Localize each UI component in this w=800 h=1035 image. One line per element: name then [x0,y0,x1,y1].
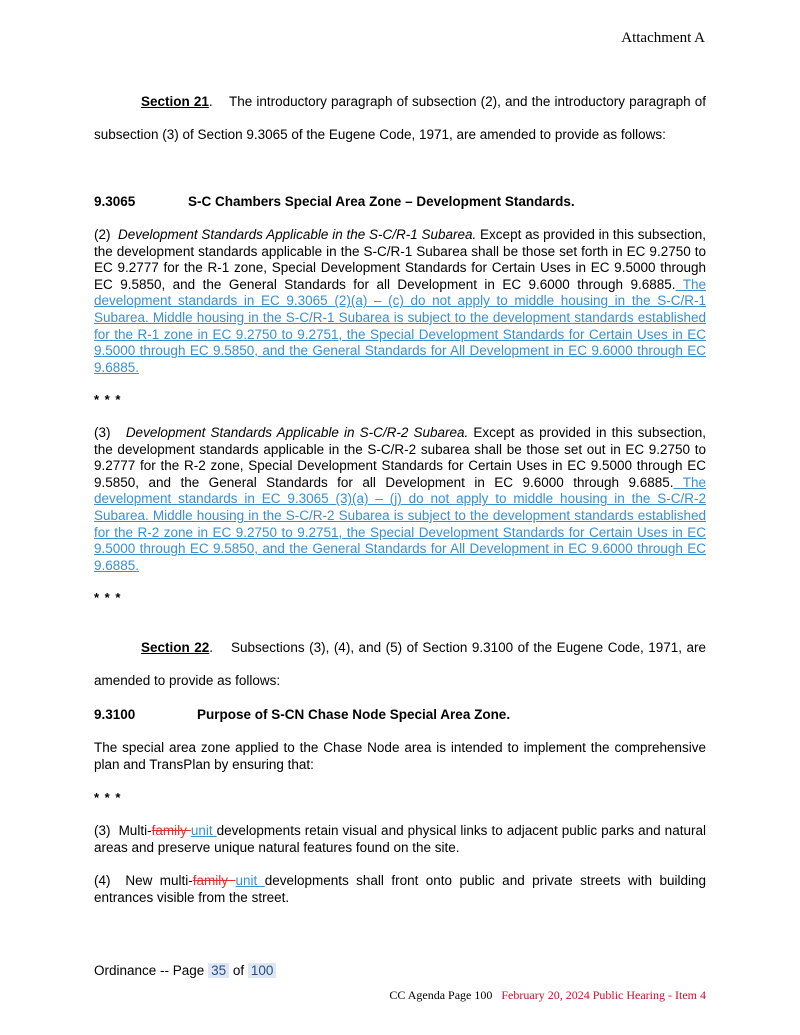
item-4-prefix: New multi- [125,873,193,888]
section-22-text: Subsections (3), (4), and (5) of Section 9.3100 of the Eugene Code, 1971, are amended to provide as follows: [94,640,706,688]
section-21-paragraph [94,86,706,151]
hearing-label: February 20, 2024 Public Hearing - Item 4 [501,988,706,1002]
item-3-number: (3) [94,823,111,838]
omission-stars-3: * * * [94,790,122,805]
page-footer [94,963,276,978]
item-3-deleted: family [151,823,191,838]
subsection-2-text: Except as provided in this subsection, the development standards applicable in the S-C/R-1 Subarea shall be those set forth in EC 9.2750 to EC 9.2777 for the R-1 zone, Special Development Standards for Certain Uses in EC 9.5000 through EC 9.5850, and the General Standards for all Development in EC 9.6000 through 9.6885. [94,227,706,292]
page-total: 100 [248,963,277,978]
item-3-text: developments retain visual and physical links to adjacent public parks and natural areas and preserve unique natural features found on the site. [94,823,706,855]
section-22-paragraph [94,632,706,697]
item-4-inserted: unit [235,873,265,888]
subsection-3 [94,425,706,574]
heading-9-3065-number: 9.3065 [94,194,136,209]
footer-label: Ordinance -- Page [94,963,205,978]
subsection-2 [94,227,706,376]
attachment-label: Attachment A [621,30,705,46]
heading-9-3100-title: Purpose of S-CN Chase Node Special Area Zone. [197,707,511,722]
footer-of: of [232,963,245,978]
item-3-prefix: Multi- [118,823,152,838]
subsection-2-number: (2) [94,227,111,242]
subsection-3-text: Except as provided in this subsection, the development standards applicable in the S-C/R-2 subarea shall be those set out in EC 9.2750 to 9.2777 for the R-2 zone, Special Development Standards for Certain Uses in EC 9.5000 through EC 9.5850, and the General Standards for all Development in EC 9.6000 through 9.6885. [94,425,706,490]
page-number: 35 [208,963,229,978]
subsection-2-inserted-text: The development standards in EC 9.3065 (2)(a) – (c) do not apply to middle housing in the S-C/R-1 Subarea. Middle housing in the S-C/R-1 Subarea is subject to the development standards established for the R-1 zone in EC 9.2750 to 9.2751, the Special Development Standards for Certain Uses in EC 9.5000 through EC 9.5850, and the General Standards for All Development in EC 9.6000 through EC 9.6885. [94,276,706,375]
heading-9-3065-title: S-C Chambers Special Area Zone – Development Standards. [188,194,575,209]
purpose-intro: The special area zone applied to the Chase Node area is intended to implement the comprehensive plan and TransPlan by ensuring that: [94,740,706,772]
agenda-stamp [389,988,706,1003]
item-4 [94,873,706,906]
subsection-3-title: Development Standards Applicable in S-C/R-2 Subarea. [125,425,469,440]
heading-9-3100-number: 9.3100 [94,707,136,722]
section-22-period: . [209,640,214,655]
item-3-inserted: unit [190,823,217,838]
section-21-period: . [208,94,213,109]
subsection-2-title: Development Standards Applicable in the S-C/R-1 Subarea. [118,227,477,242]
subsection-3-inserted-text: The development standards in EC 9.3065 (3)(a) – (j) do not apply to middle housing in the S-C/R-2 Subarea. Middle housing in the S-C/R-2 Subarea is subject to the development standards established for the R-2 zone in EC 9.2750 to 9.2751, the Special Development Standards for Certain Uses in EC 9.5000 through EC 9.5850, and the General Standards for All Development in EC 9.6000 through EC 9.6885. [94,474,706,573]
item-4-text: developments shall front onto public and private streets with building entrances visible from the street. [94,873,706,905]
subsection-3-number: (3) [94,425,111,440]
item-4-number: (4) [94,873,111,888]
section-21-text: The introductory paragraph of subsection (2), and the introductory paragraph of subsection (3) of Section 9.3065 of the Eugene Code, 1971, are amended to provide as follows: [94,94,706,142]
agenda-page: CC Agenda Page 100 [389,988,493,1002]
omission-stars-1: * * * [94,392,122,407]
item-4-deleted: family [192,873,236,888]
section-22-label: Section 22 [141,640,210,655]
section-21-label: Section 21 [141,94,209,109]
item-3 [94,823,706,856]
omission-stars-2: * * * [94,590,122,605]
